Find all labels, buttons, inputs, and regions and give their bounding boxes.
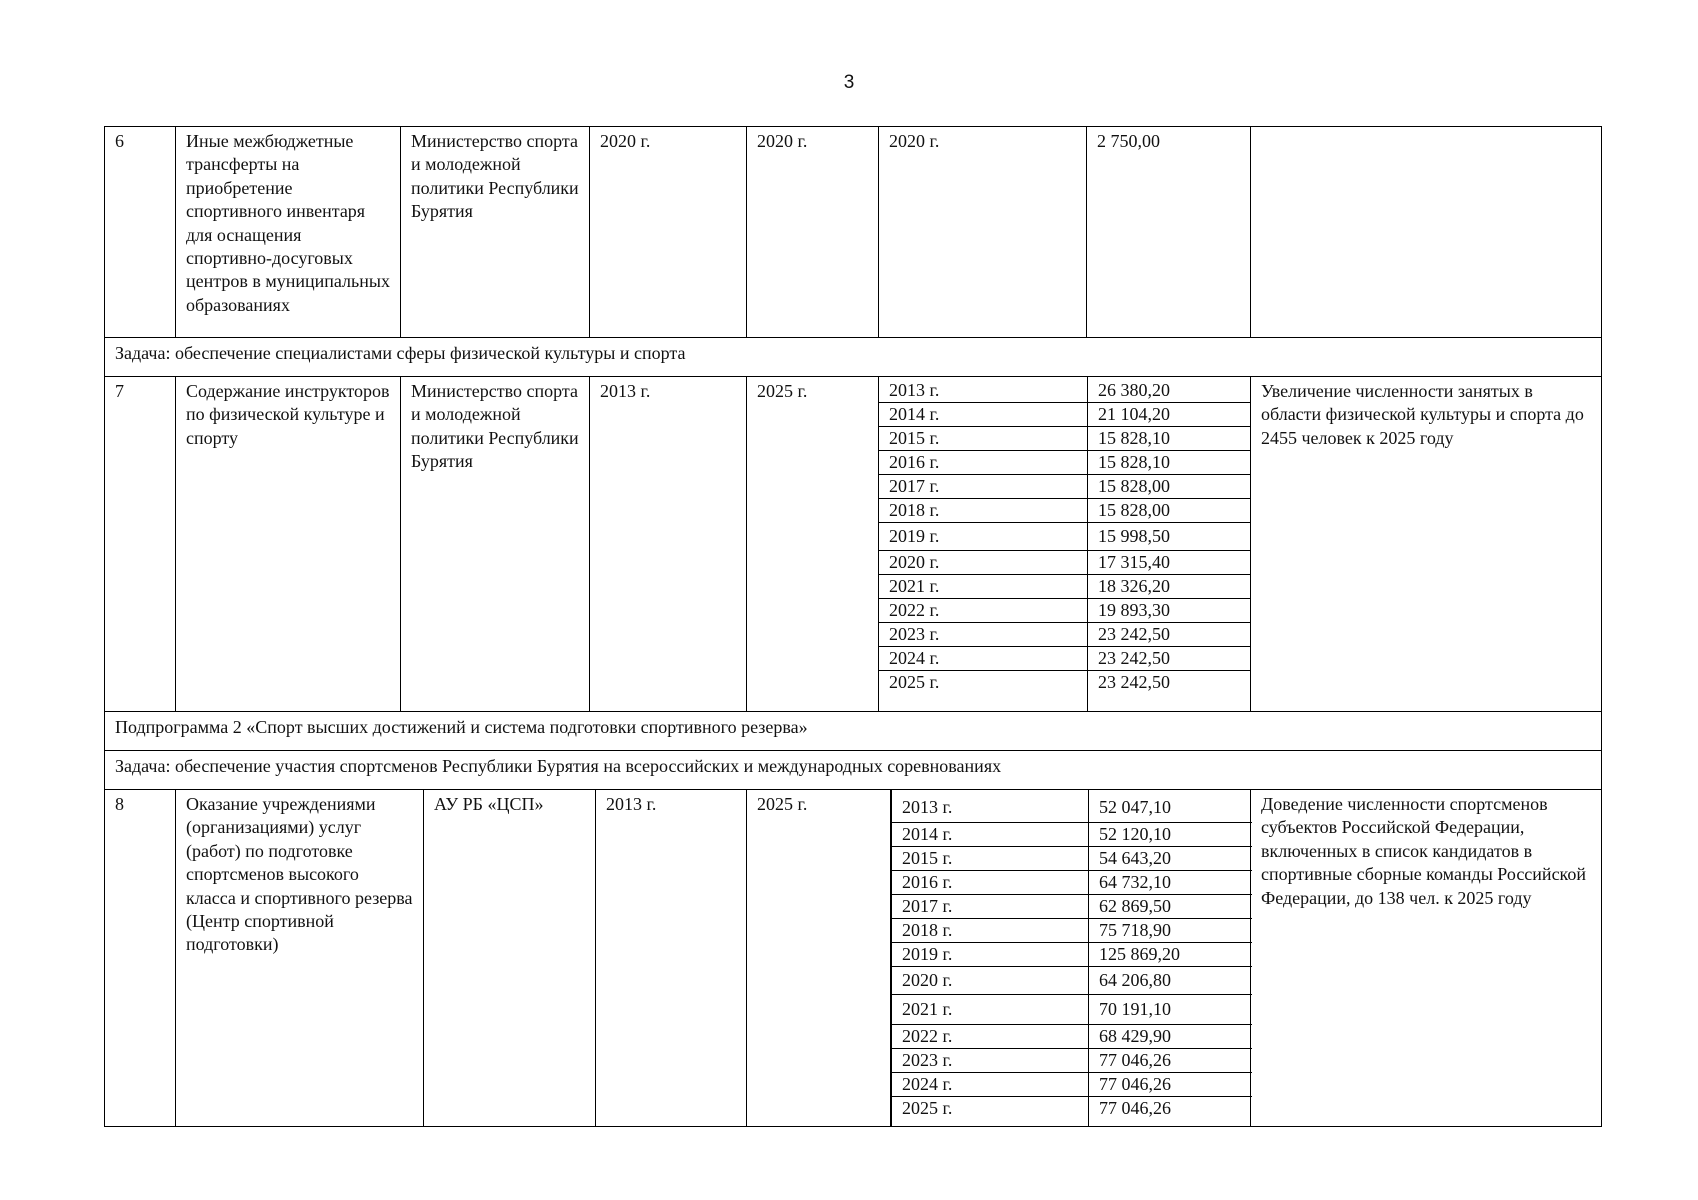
start-year: 2013 г. [596, 790, 747, 1126]
table-row-7 [105, 377, 1601, 712]
funding-year: 2015 г. [879, 427, 1087, 451]
executor: Министерство спорта и молодежной политики Республики Бурятия [401, 127, 590, 337]
funding-amount: 52 120,10 [1089, 823, 1252, 847]
funding-amount: 62 869,50 [1089, 895, 1252, 919]
funding-amount: 68 429,90 [1089, 1025, 1252, 1049]
funding-year: 2014 г. [892, 823, 1088, 847]
funding-amount: 19 893,30 [1088, 599, 1251, 623]
executor: АУ РБ «ЦСП» [424, 790, 596, 1126]
funding-amount: 52 047,10 [1089, 792, 1252, 823]
funding-year: 2020 г. [879, 127, 1087, 337]
funding-year: 2025 г. [902, 1098, 953, 1118]
funding-year: 2023 г. [892, 1049, 1088, 1073]
measure-name: Содержание инструкторов по физической культуре и спорту [176, 377, 401, 711]
table-row-6 [105, 127, 1601, 338]
funding-amount: 70 191,10 [1089, 995, 1252, 1025]
funding-year: 2014 г. [879, 403, 1087, 427]
task-heading: Задача: обеспечение специалистами сферы физической культуры и спорта [105, 338, 1601, 377]
funding-year: 2021 г. [892, 995, 1088, 1025]
funding-year: 2022 г. [879, 599, 1087, 623]
end-year: 2025 г. [747, 790, 891, 1126]
funding-year: 2018 г. [879, 499, 1087, 523]
funding-amount: 2 750,00 [1087, 127, 1251, 337]
program-table [104, 126, 1602, 1127]
expected-result [1251, 127, 1601, 337]
funding-amount: 64 206,80 [1089, 967, 1252, 995]
task-heading: Задача: обеспечение участия спортсменов Республики Бурятия на всероссийских и международных соревнованиях [105, 751, 1601, 790]
row-number: 8 [105, 790, 176, 1126]
funding-years [892, 790, 1088, 1126]
end-year: 2025 г. [747, 377, 879, 711]
funding-year: 2021 г. [879, 575, 1087, 599]
funding-amount: 54 643,20 [1089, 847, 1252, 871]
funding-breakdown [891, 790, 1251, 1126]
funding-amount: 15 828,10 [1088, 427, 1251, 451]
funding-amount: 64 732,10 [1089, 871, 1252, 895]
executor: Министерство спорта и молодежной политики Республики Бурятия [401, 377, 590, 711]
funding-year: 2019 г. [892, 943, 1088, 967]
start-year: 2013 г. [590, 377, 747, 711]
funding-year: 2017 г. [892, 895, 1088, 919]
expected-result: Увеличение численности занятых в области физической культуры и спорта до 2455 человек к 2025 году [1261, 381, 1584, 448]
funding-amount: 77 046,26 [1089, 1049, 1252, 1073]
funding-year: 2016 г. [879, 451, 1087, 475]
funding-amount: 15 828,10 [1088, 451, 1251, 475]
funding-amount: 77 046,26 [1099, 1098, 1171, 1118]
funding-amount: 17 315,40 [1088, 551, 1251, 575]
funding-year: 2013 г. [879, 379, 1087, 403]
funding-amounts [1088, 790, 1252, 1126]
funding-year: 2022 г. [892, 1025, 1088, 1049]
funding-year: 2020 г. [879, 551, 1087, 575]
funding-year: 2013 г. [892, 792, 1088, 823]
measure-name: Иные межбюджетные трансферты на приобретение спортивного инвентаря для оснащения спортивно-досуговых центров в муниципальных образованиях [176, 127, 401, 337]
row-number: 7 [105, 377, 176, 711]
funding-amount: 23 242,50 [1098, 672, 1170, 692]
table-row-8 [105, 790, 1601, 1126]
funding-amount: 77 046,26 [1089, 1073, 1252, 1097]
funding-amount: 21 104,20 [1088, 403, 1251, 427]
funding-year: 2025 г. [889, 672, 940, 692]
start-year: 2020 г. [590, 127, 747, 337]
funding-year: 2020 г. [892, 967, 1088, 995]
funding-amount: 23 242,50 [1088, 647, 1251, 671]
expected-result: Доведение численности спортсменов субъектов Российской Федерации, включенных в список кандидатов в спортивные сборные команды Российской Федерации, до 138 чел. к 2025 году [1261, 794, 1587, 908]
funding-year: 2017 г. [879, 475, 1087, 499]
funding-amount: 15 998,50 [1088, 523, 1251, 551]
subprogram-heading: Подпрограмма 2 «Спорт высших достижений и система подготовки спортивного резерва» [105, 712, 1601, 751]
funding-year: 2018 г. [892, 919, 1088, 943]
funding-amount: 23 242,50 [1088, 623, 1251, 647]
funding-amount: 75 718,90 [1089, 919, 1252, 943]
end-year: 2020 г. [747, 127, 879, 337]
funding-amount: 15 828,00 [1088, 475, 1251, 499]
funding-year: 2023 г. [879, 623, 1087, 647]
funding-year: 2024 г. [879, 647, 1087, 671]
funding-breakdown [879, 377, 1251, 712]
funding-amount: 18 326,20 [1088, 575, 1251, 599]
page-number: 3 [843, 72, 855, 93]
measure-name: Оказание учреждениями (организациями) услуг (работ) по подготовке спортсменов высокого класса и спортивного резерва (Центр спортивной подготовки) [176, 790, 424, 1126]
funding-year: 2024 г. [892, 1073, 1088, 1097]
funding-amount: 26 380,20 [1088, 379, 1251, 403]
funding-year: 2015 г. [892, 847, 1088, 871]
funding-years [879, 377, 1087, 712]
row-number: 6 [105, 127, 176, 337]
funding-amount: 125 869,20 [1089, 943, 1252, 967]
funding-year: 2019 г. [879, 523, 1087, 551]
funding-amounts [1087, 377, 1251, 712]
funding-year: 2016 г. [892, 871, 1088, 895]
funding-amount: 15 828,00 [1088, 499, 1251, 523]
